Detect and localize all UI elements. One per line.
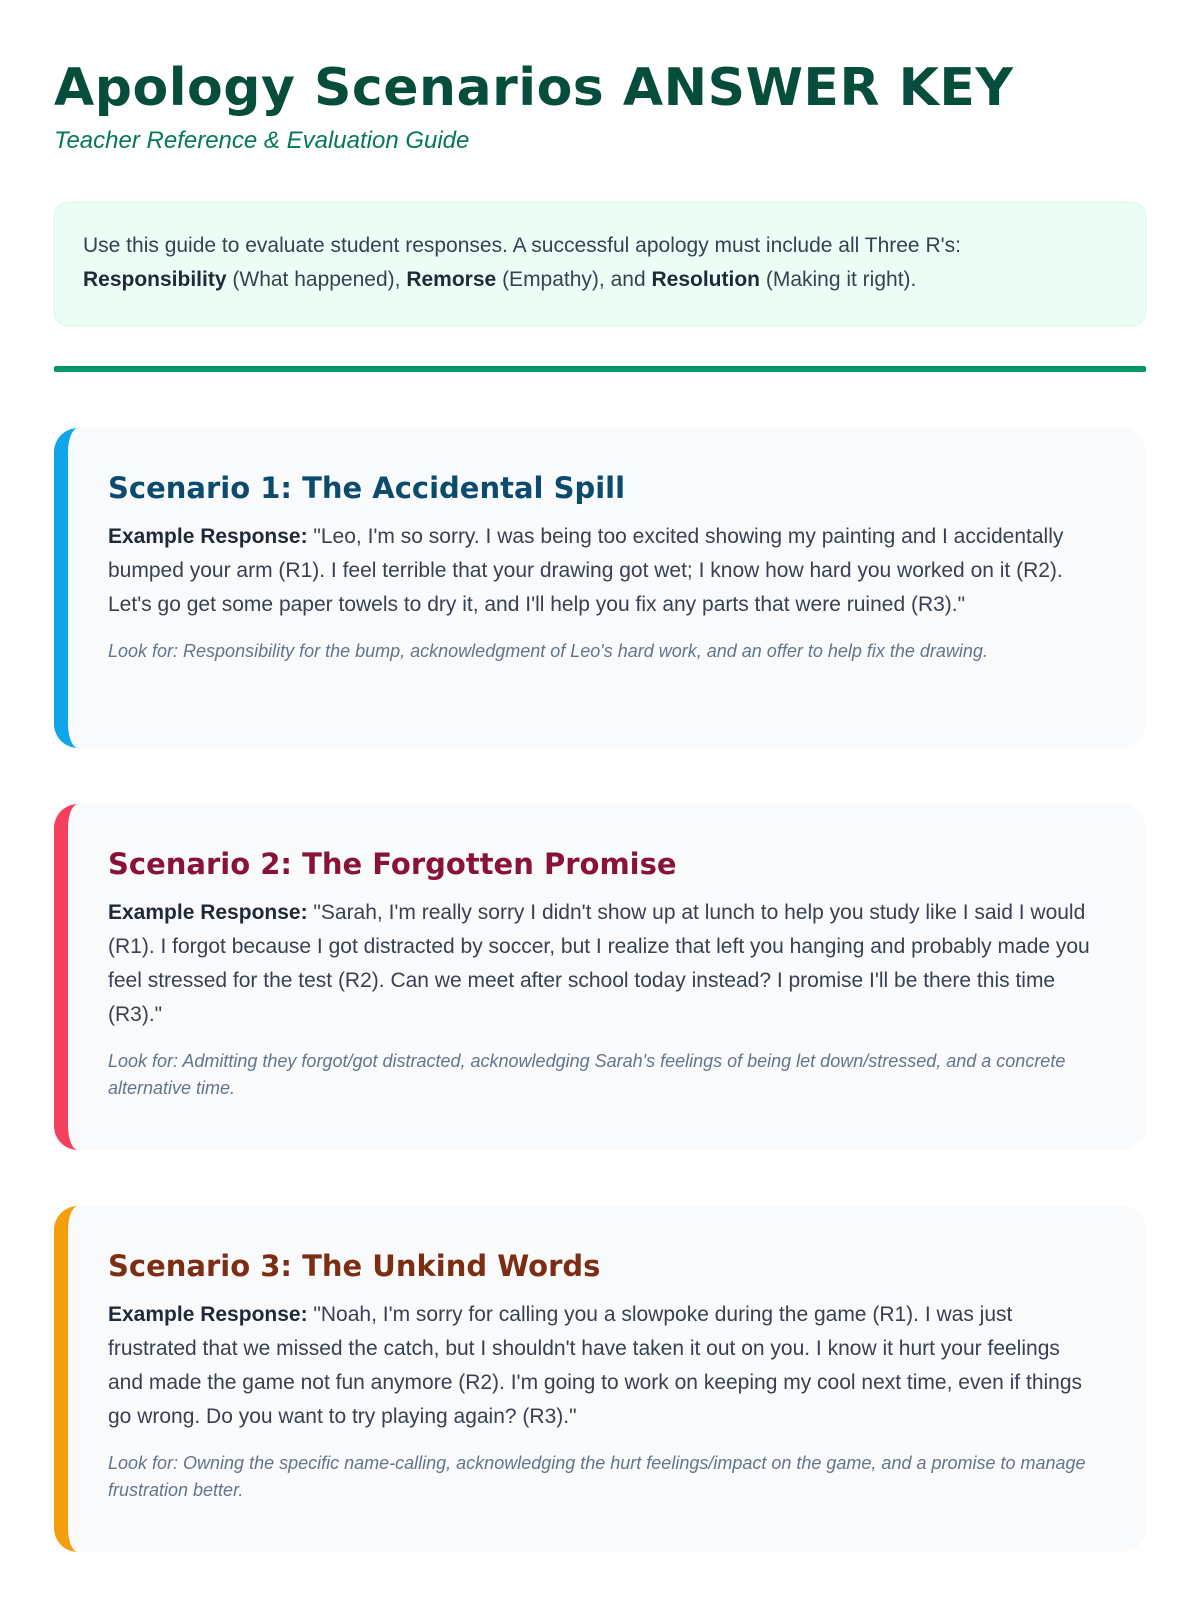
r1-label: Responsibility: [83, 268, 227, 291]
example-response-text: "Noah, I'm sorry for calling you a slowpoke during the game (R1). I was just frustrated that we missed the catch, but I shouldn't have taken it out on you. I know it hurt your feelings and made the game not fun anymore (R2). I'm going to work on keeping my cool next time, even if things go wrong. Do you want to try playing again? (R3).": [108, 1303, 1083, 1428]
r3-description: (Making it right).: [765, 268, 917, 291]
scenario-card-2: [54, 804, 1146, 1150]
intro-text: Use this guide to evaluate student responses. A successful apology must include all Three R's:: [83, 234, 961, 257]
example-response: [108, 1298, 1100, 1434]
r3-label: Resolution: [651, 268, 760, 291]
example-response: [108, 896, 1100, 1032]
look-for-note: Look for: Responsibility for the bump, acknowledgment of Leo's hard work, and an offer to help fix the drawing.: [108, 641, 988, 661]
intro-box: [54, 202, 1146, 326]
page-subtitle: Teacher Reference & Evaluation Guide: [54, 127, 470, 154]
example-response: [108, 520, 1100, 622]
scenario-title: Scenario 3: The Unkind Words: [108, 1249, 601, 1283]
example-response-label: Example Response:: [108, 1303, 308, 1326]
scenario-card-3: [54, 1206, 1146, 1552]
example-response-label: Example Response:: [108, 525, 308, 548]
example-response-text: "Sarah, I'm really sorry I didn't show up at lunch to help you study like I said I would (R1). I forgot because I got distracted by soccer, but I realize that left you hanging and probably made you feel stressed for the test (R2). Can we meet after school today instead? I promise I'll be there this time (R3).": [108, 901, 1090, 1026]
look-for-note: Look for: Owning the specific name-calling, acknowledging the hurt feelings/impact on the game, and a promise to manage frustration better.: [108, 1453, 1086, 1500]
r2-label: Remorse: [406, 268, 497, 291]
example-response-label: Example Response:: [108, 901, 308, 924]
look-for-note: Look for: Admitting they forgot/got distracted, acknowledging Sarah's feelings of being let down/stressed, and a concrete alternative time.: [108, 1051, 1066, 1098]
page-title: Apology Scenarios ANSWER KEY: [54, 58, 1014, 118]
section-divider: [54, 366, 1146, 372]
r2-description: (Empathy), and: [502, 268, 646, 291]
scenario-title: Scenario 2: The Forgotten Promise: [108, 847, 677, 881]
scenario-card-1: [54, 428, 1146, 748]
r1-description: (What happened),: [232, 268, 401, 291]
example-response-text: "Leo, I'm so sorry. I was being too excited showing my painting and I accidentally bumped your arm (R1). I feel terrible that your drawing got wet; I know how hard you worked on it (R2). Let's go get some paper towels to dry it, and I'll help you fix any parts that were ruined (R3).": [108, 525, 1064, 616]
scenario-title: Scenario 1: The Accidental Spill: [108, 471, 626, 505]
